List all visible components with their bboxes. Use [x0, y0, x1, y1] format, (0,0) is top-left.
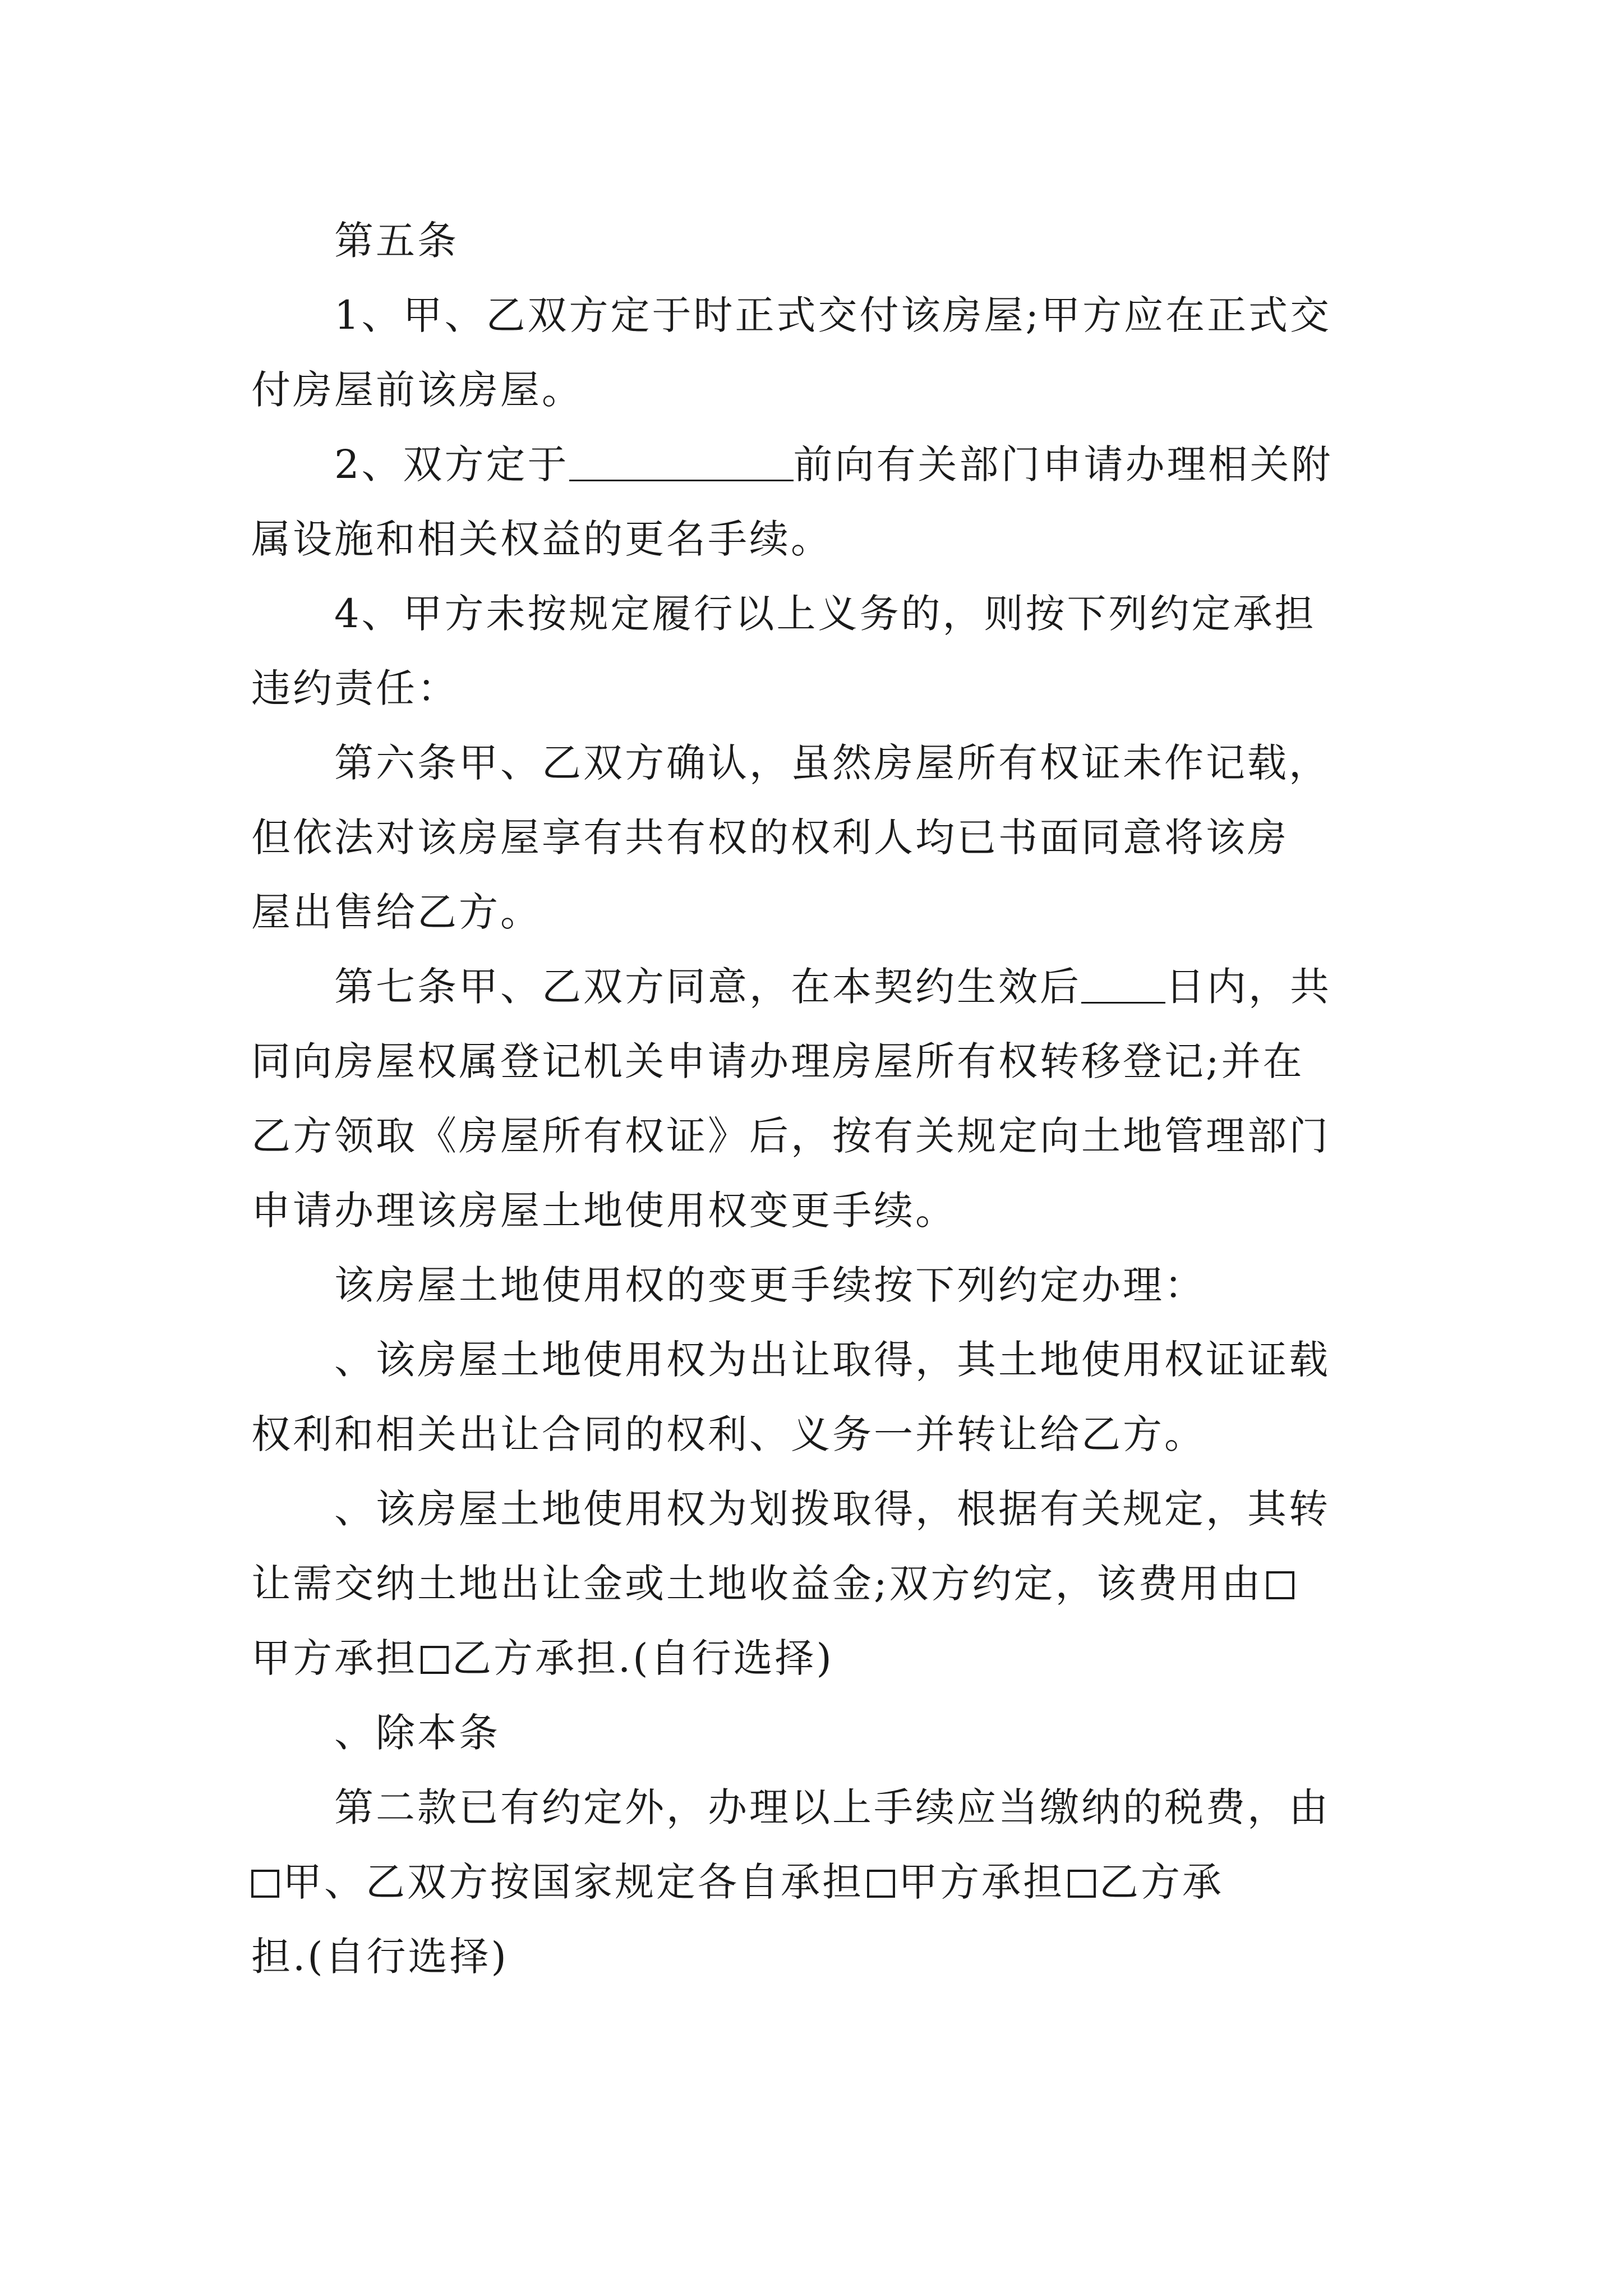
text-line: 、该房屋土地使用权为出让取得，其土地使用权证证载	[334, 1337, 1330, 1383]
text-line: 第二款已有约定外，办理以上手续应当缴纳的税费，由	[334, 1784, 1330, 1830]
text-line: 担.(自行选择)	[251, 1934, 509, 1980]
text-line	[251, 427, 1378, 502]
date-blank-field[interactable]	[569, 446, 794, 481]
text-line	[251, 1845, 1378, 1920]
text-line: 、除本条	[334, 1710, 500, 1756]
checkbox[interactable]	[251, 1870, 279, 1898]
text-line: 屋出售给乙方。	[251, 889, 542, 935]
checkbox[interactable]	[1068, 1870, 1096, 1898]
land-use-option-allocation	[251, 1472, 1378, 1696]
text-line: 付房屋前该房屋。	[251, 367, 583, 413]
text-segment: 乙方承	[1099, 1859, 1224, 1905]
checkbox[interactable]	[867, 1870, 895, 1898]
text-segment: 甲方承担	[898, 1859, 1064, 1905]
text-segment: 甲方承担	[251, 1635, 417, 1681]
text-line: 权利和相关出让合同的权利、义务一并转让给乙方。	[251, 1411, 1206, 1457]
text-segment: 前向有关部门申请办理相关附	[793, 441, 1333, 487]
checkbox[interactable]	[1266, 1571, 1294, 1599]
article-5-clause-4	[251, 577, 1378, 726]
text-line: 该房屋土地使用权的变更手续按下列约定办理：	[334, 1262, 1206, 1308]
text-segment: 乙方承担.(自行选择)	[452, 1635, 834, 1681]
clause-except-heading	[251, 1696, 1378, 1770]
text-line: 1、甲、乙双方定于时正式交付该房屋;甲方应在正式交	[334, 292, 1332, 338]
article-5-clause-2	[251, 427, 1378, 577]
text-line	[251, 950, 1378, 1024]
tax-clause	[251, 1770, 1378, 1994]
text-segment: 让需交纳土地出让金或土地收益金;双方约定，该费用由	[251, 1561, 1263, 1607]
text-segment: 甲、乙双方按国家规定各自承担	[283, 1859, 864, 1905]
text-line	[251, 1621, 1378, 1696]
text-line: 违约责任：	[251, 665, 459, 711]
text-line	[251, 1547, 1378, 1621]
text-line: 但依法对该房屋享有共有权的权利人均已书面同意将该房	[251, 815, 1289, 861]
text-line: 第六条甲、乙双方确认，虽然房屋所有权证未作记载，	[334, 740, 1330, 786]
text-line: 乙方领取《房屋所有权证》后，按有关规定向土地管理部门	[251, 1113, 1330, 1159]
land-use-option-transfer	[251, 1323, 1378, 1472]
article-7	[251, 950, 1378, 1248]
text-line: 第五条	[334, 218, 459, 264]
checkbox[interactable]	[421, 1646, 449, 1674]
text-segment: 第七条甲、乙双方同意，在本契约生效后	[334, 964, 1081, 1010]
text-segment: 日内，共	[1165, 964, 1331, 1010]
text-line: 属设施和相关权益的更名手续。	[251, 516, 832, 562]
text-line: 4、甲方未按规定履行以上义务的，则按下列约定承担	[334, 591, 1316, 637]
days-blank-field[interactable]	[1081, 968, 1165, 1004]
article-6	[251, 726, 1378, 950]
text-line: 同向房屋权属登记机关申请办理房屋所有权转移登记;并在	[251, 1038, 1304, 1084]
article-5-clause-1	[251, 278, 1378, 427]
text-segment: 2、双方定于	[334, 441, 569, 487]
article-5-heading	[251, 204, 1378, 278]
text-line: 申请办理该房屋土地使用权变更手续。	[251, 1188, 957, 1234]
text-line: 、该房屋土地使用权为划拨取得，根据有关规定，其转	[334, 1486, 1330, 1532]
land-use-intro	[251, 1248, 1378, 1323]
